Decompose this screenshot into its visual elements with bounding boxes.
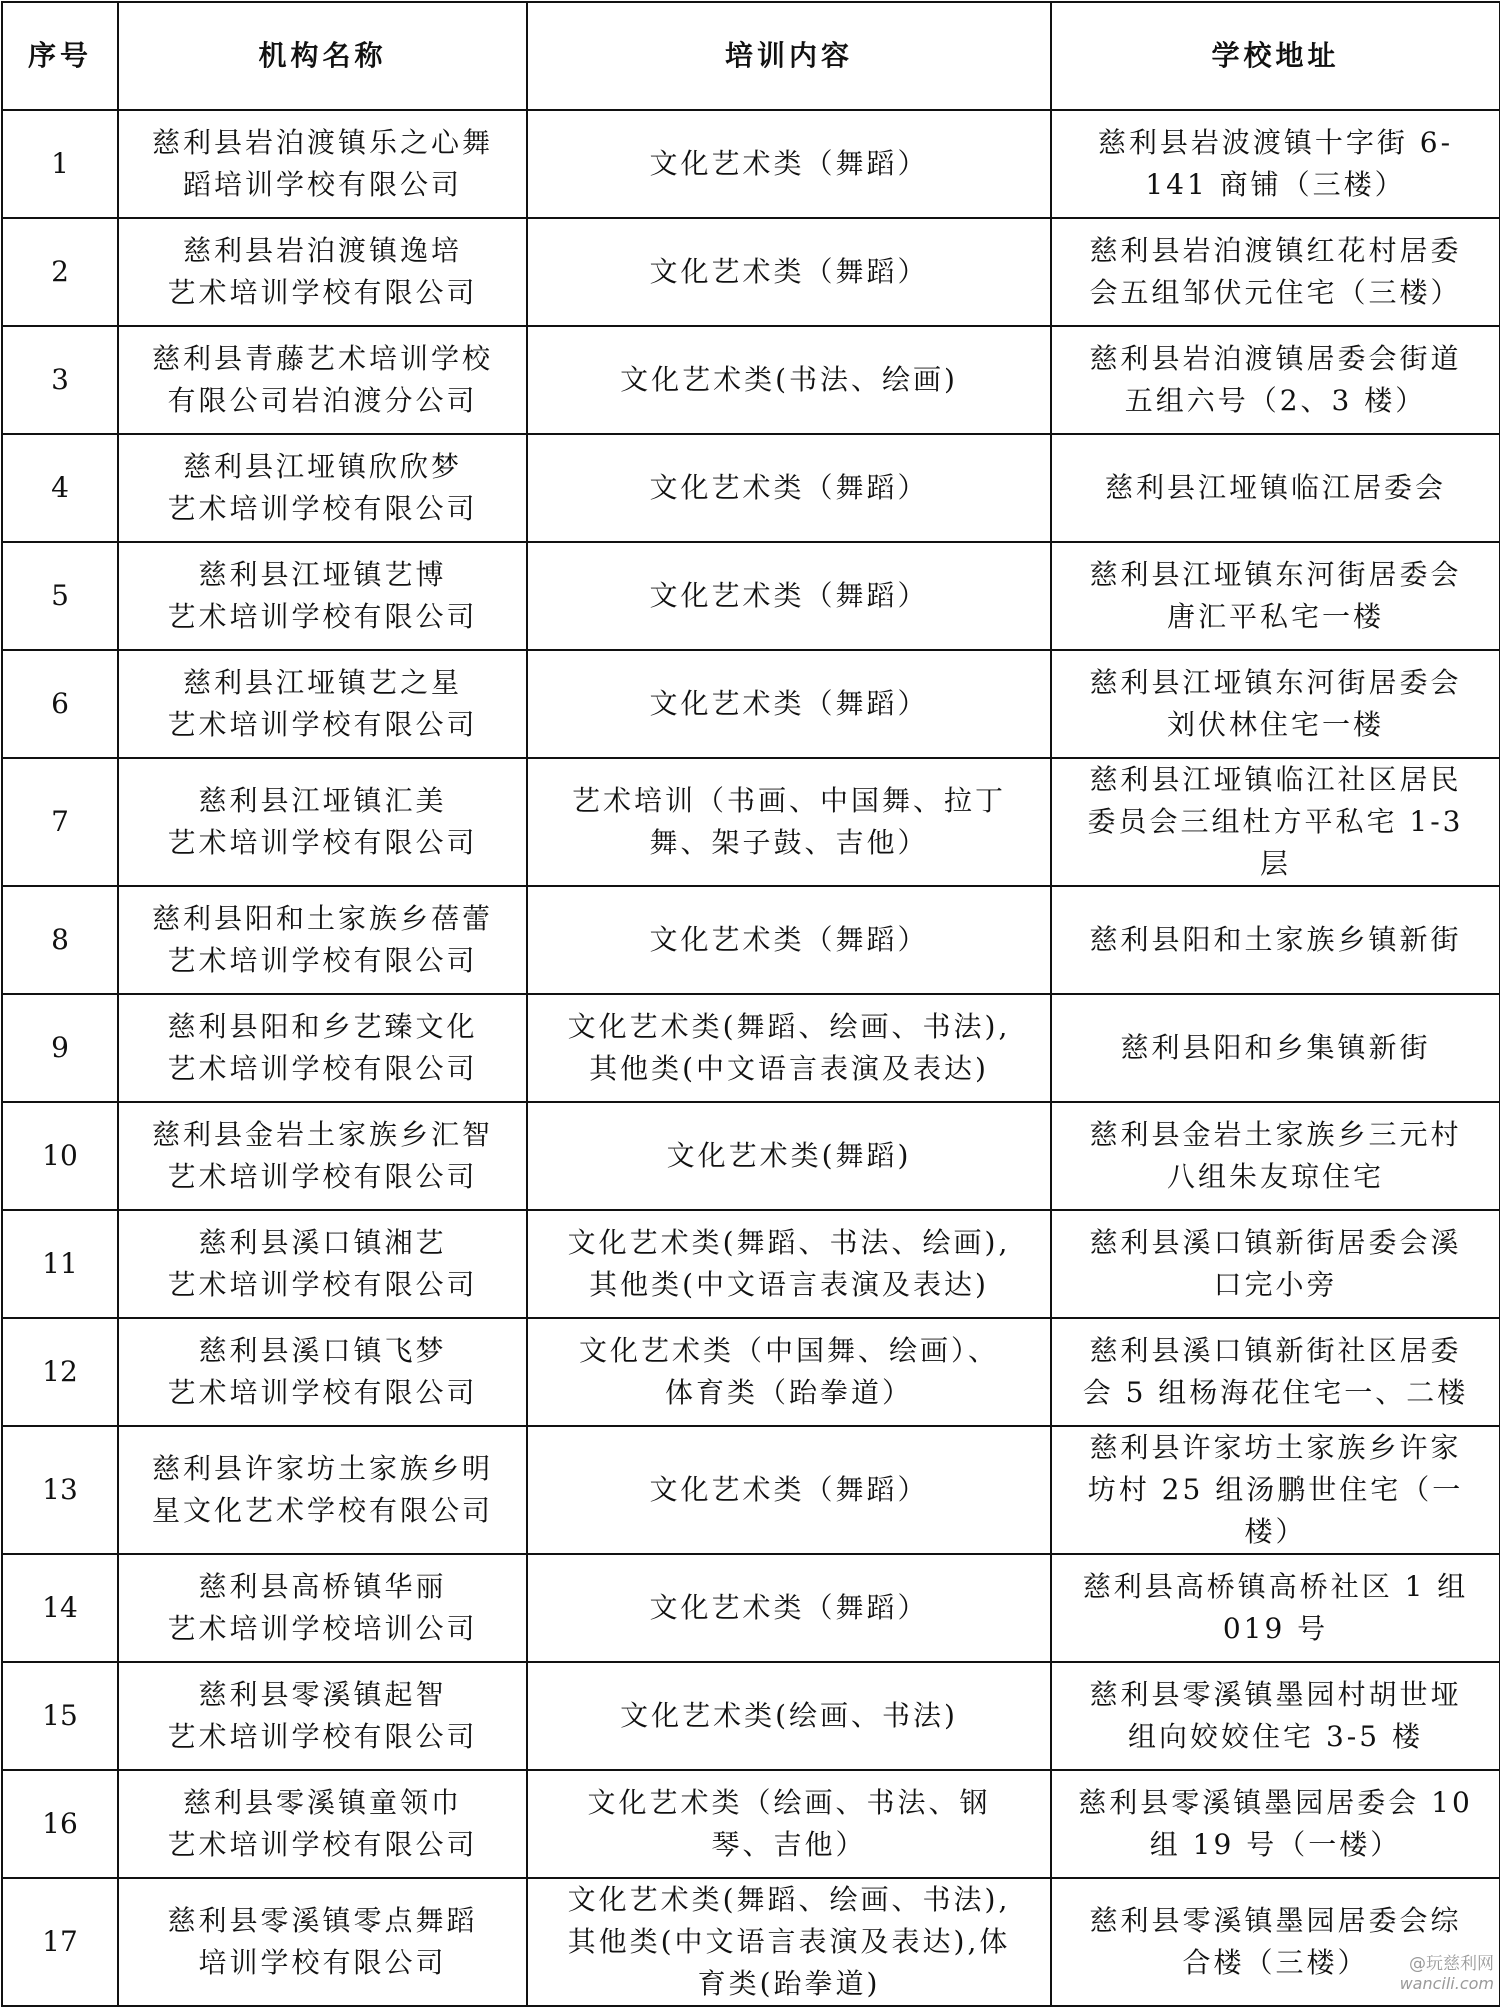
- table-row: [2, 1426, 1500, 1554]
- row-serial-number: [2, 994, 118, 1102]
- row-institution-name-text: 慈利县零溪镇起智 艺术培训学校有限公司: [167, 1678, 478, 1753]
- row-school-address: [1051, 1770, 1500, 1878]
- row-training-content-text: 文化艺术类（舞蹈）: [649, 471, 929, 504]
- row-serial-number: [2, 650, 118, 758]
- row-institution-name: [118, 218, 527, 326]
- row-training-content-text: 文化艺术类（绘画、书法、钢 琴、吉他）: [587, 1786, 991, 1861]
- institution-table: [1, 1, 1500, 2007]
- row-school-address-text: 慈利县江垭镇东河街居委会 唐汇平私宅一楼: [1089, 558, 1462, 633]
- row-serial-number: [2, 1426, 118, 1554]
- row-training-content: [527, 1102, 1051, 1210]
- table-row: [2, 994, 1500, 1102]
- row-school-address: [1051, 1426, 1500, 1554]
- row-training-content: [527, 326, 1051, 434]
- row-school-address-text: 慈利县许家坊土家族乡许家 坊村 25 组汤鹏世住宅（一 楼）: [1087, 1431, 1464, 1548]
- row-training-content-text: 文化艺术类(舞蹈、绘画、书法), 其他类(中文语言表演及表达),体 育类(跆拳道): [567, 1883, 1011, 2000]
- table-body: [2, 110, 1500, 2006]
- row-institution-name: [118, 110, 527, 218]
- row-school-address: [1051, 218, 1500, 326]
- row-training-content: [527, 1426, 1051, 1554]
- row-serial-number-text: 15: [42, 1699, 78, 1732]
- row-serial-number-text: 14: [42, 1591, 78, 1624]
- header-training-content: 培训内容: [527, 2, 1051, 110]
- row-training-content-text: 文化艺术类（舞蹈）: [649, 1473, 929, 1506]
- row-serial-number-text: 1: [51, 147, 69, 180]
- row-school-address-text: 慈利县江垭镇临江居委会: [1104, 471, 1446, 504]
- row-institution-name: [118, 650, 527, 758]
- row-serial-number-text: 17: [42, 1925, 78, 1958]
- row-institution-name: [118, 542, 527, 650]
- row-training-content-text: 文化艺术类(舞蹈、书法、绘画), 其他类(中文语言表演及表达): [567, 1226, 1011, 1301]
- row-training-content-text: 文化艺术类（中国舞、绘画）、 体育类（跆拳道）: [578, 1334, 999, 1409]
- row-school-address-text: 慈利县金岩土家族乡三元村 八组朱友琼住宅: [1089, 1118, 1462, 1193]
- row-serial-number: [2, 1210, 118, 1318]
- row-school-address: [1051, 1210, 1500, 1318]
- table-row: [2, 1554, 1500, 1662]
- row-serial-number: [2, 1662, 118, 1770]
- row-serial-number: [2, 1102, 118, 1210]
- row-school-address-text: 慈利县岩泊渡镇居委会街道 五组六号（2、3 楼）: [1089, 342, 1462, 417]
- row-training-content-text: 文化艺术类(舞蹈): [666, 1139, 912, 1172]
- table-row: [2, 1102, 1500, 1210]
- row-institution-name: [118, 1426, 527, 1554]
- watermark-site-name: @玩慈利网: [1409, 1954, 1494, 1974]
- row-serial-number: [2, 1770, 118, 1878]
- row-training-content-text: 文化艺术类（舞蹈）: [649, 923, 929, 956]
- table-row: [2, 326, 1500, 434]
- row-institution-name: [118, 758, 527, 886]
- row-serial-number-text: 10: [42, 1139, 78, 1172]
- row-serial-number-text: 12: [42, 1355, 78, 1388]
- table-row: [2, 434, 1500, 542]
- row-school-address: [1051, 434, 1500, 542]
- row-serial-number-text: 5: [51, 579, 69, 612]
- row-serial-number: [2, 1554, 118, 1662]
- row-training-content-text: 文化艺术类(舞蹈、绘画、书法), 其他类(中文语言表演及表达): [567, 1010, 1011, 1085]
- row-school-address-text: 慈利县零溪镇墨园居委会综 合楼（三楼）: [1089, 1904, 1462, 1979]
- row-training-content-text: 艺术培训（书画、中国舞、拉丁 舞、架子鼓、吉他）: [571, 784, 1006, 859]
- row-school-address-text: 慈利县溪口镇新街居委会溪 口完小旁: [1089, 1226, 1462, 1301]
- row-training-content: [527, 1210, 1051, 1318]
- row-institution-name-text: 慈利县金岩土家族乡汇智 艺术培训学校有限公司: [151, 1118, 493, 1193]
- row-school-address: [1051, 110, 1500, 218]
- row-serial-number-text: 16: [42, 1807, 78, 1840]
- row-serial-number-text: 4: [51, 471, 69, 504]
- row-serial-number: [2, 1318, 118, 1426]
- row-institution-name-text: 慈利县高桥镇华丽 艺术培训学校培训公司: [167, 1570, 478, 1645]
- row-training-content: [527, 1878, 1051, 2006]
- row-school-address: [1051, 542, 1500, 650]
- row-institution-name-text: 慈利县江垭镇艺博 艺术培训学校有限公司: [167, 558, 478, 633]
- row-serial-number: [2, 758, 118, 886]
- row-institution-name: [118, 434, 527, 542]
- table-row: [2, 1318, 1500, 1426]
- row-institution-name-text: 慈利县青藤艺术培训学校 有限公司岩泊渡分公司: [151, 342, 493, 417]
- row-serial-number-text: 3: [51, 363, 69, 396]
- row-institution-name-text: 慈利县岩泊渡镇乐之心舞 蹈培训学校有限公司: [151, 126, 493, 201]
- row-training-content: [527, 886, 1051, 994]
- row-institution-name-text: 慈利县阳和土家族乡蓓蕾 艺术培训学校有限公司: [151, 902, 493, 977]
- row-training-content: [527, 218, 1051, 326]
- row-serial-number: [2, 542, 118, 650]
- row-school-address: [1051, 1662, 1500, 1770]
- row-institution-name: [118, 1102, 527, 1210]
- row-serial-number: [2, 886, 118, 994]
- row-institution-name-text: 慈利县零溪镇童领巾 艺术培训学校有限公司: [167, 1786, 478, 1861]
- row-school-address: [1051, 886, 1500, 994]
- row-school-address-text: 慈利县零溪镇墨园居委会 10 组 19 号（一楼）: [1078, 1786, 1473, 1861]
- table-row: [2, 1210, 1500, 1318]
- row-school-address-text: 慈利县江垭镇东河街居委会 刘伏林住宅一楼: [1089, 666, 1462, 741]
- row-school-address-text: 慈利县阳和乡集镇新街: [1120, 1031, 1431, 1064]
- row-school-address-text: 慈利县高桥镇高桥社区 1 组 019 号: [1082, 1570, 1469, 1645]
- table-row: [2, 886, 1500, 994]
- row-school-address: [1051, 1554, 1500, 1662]
- row-school-address-text: 慈利县岩泊渡镇红花村居委 会五组邹伏元住宅（三楼）: [1089, 234, 1462, 309]
- row-institution-name: [118, 886, 527, 994]
- row-institution-name: [118, 994, 527, 1102]
- row-institution-name: [118, 326, 527, 434]
- header-institution-name: 机构名称: [118, 2, 527, 110]
- row-training-content: [527, 1662, 1051, 1770]
- row-serial-number-text: 13: [42, 1473, 78, 1506]
- row-training-content-text: 文化艺术类(绘画、书法): [620, 1699, 958, 1732]
- row-serial-number-text: 2: [51, 255, 69, 288]
- row-serial-number-text: 9: [51, 1031, 69, 1064]
- row-training-content: [527, 110, 1051, 218]
- row-institution-name: [118, 1878, 527, 2006]
- row-serial-number: [2, 326, 118, 434]
- row-serial-number-text: 8: [51, 923, 69, 956]
- row-institution-name-text: 慈利县许家坊土家族乡明 星文化艺术学校有限公司: [151, 1452, 493, 1527]
- row-school-address: [1051, 1102, 1500, 1210]
- row-serial-number-text: 7: [51, 805, 69, 838]
- table-row: [2, 1770, 1500, 1878]
- row-serial-number: [2, 1878, 118, 2006]
- table-header-row: [2, 2, 1500, 110]
- row-training-content: [527, 1554, 1051, 1662]
- row-institution-name-text: 慈利县江垭镇艺之星 艺术培训学校有限公司: [167, 666, 478, 741]
- row-training-content: [527, 650, 1051, 758]
- row-institution-name-text: 慈利县江垭镇汇美 艺术培训学校有限公司: [167, 784, 478, 859]
- row-institution-name: [118, 1662, 527, 1770]
- row-training-content: [527, 542, 1051, 650]
- row-training-content-text: 文化艺术类（舞蹈）: [649, 255, 929, 288]
- row-training-content-text: 文化艺术类（舞蹈）: [649, 579, 929, 612]
- row-institution-name: [118, 1770, 527, 1878]
- watermark-domain: wancili.com: [1399, 1974, 1494, 1993]
- row-institution-name-text: 慈利县零溪镇零点舞蹈 培训学校有限公司: [167, 1904, 478, 1979]
- row-training-content-text: 文化艺术类（舞蹈）: [649, 147, 929, 180]
- row-training-content-text: 文化艺术类（舞蹈）: [649, 1591, 929, 1624]
- row-school-address-text: 慈利县溪口镇新街社区居委 会 5 组杨海花住宅一、二楼: [1082, 1334, 1469, 1409]
- row-training-content: [527, 1770, 1051, 1878]
- row-institution-name-text: 慈利县江垭镇欣欣梦 艺术培训学校有限公司: [167, 450, 478, 525]
- row-serial-number: [2, 218, 118, 326]
- row-school-address: [1051, 1318, 1500, 1426]
- row-serial-number-text: 11: [42, 1247, 78, 1280]
- table-row: [2, 1878, 1500, 2006]
- watermark: [1400, 1954, 1494, 1994]
- row-school-address-text: 慈利县岩波渡镇十字街 6- 141 商铺（三楼）: [1097, 126, 1454, 201]
- row-school-address: [1051, 650, 1500, 758]
- row-school-address-text: 慈利县零溪镇墨园村胡世垭 组向姣姣住宅 3-5 楼: [1089, 1678, 1462, 1753]
- row-institution-name-text: 慈利县阳和乡艺臻文化 艺术培训学校有限公司: [167, 1010, 478, 1085]
- row-training-content-text: 文化艺术类（舞蹈）: [649, 687, 929, 720]
- row-institution-name: [118, 1210, 527, 1318]
- row-institution-name-text: 慈利县溪口镇飞梦 艺术培训学校有限公司: [167, 1334, 478, 1409]
- table-row: [2, 650, 1500, 758]
- row-institution-name-text: 慈利县岩泊渡镇逸培 艺术培训学校有限公司: [167, 234, 478, 309]
- table-row: [2, 1662, 1500, 1770]
- row-serial-number: [2, 110, 118, 218]
- row-serial-number-text: 6: [51, 687, 69, 720]
- row-institution-name-text: 慈利县溪口镇湘艺 艺术培训学校有限公司: [167, 1226, 478, 1301]
- row-training-content: [527, 994, 1051, 1102]
- table-row: [2, 110, 1500, 218]
- row-institution-name: [118, 1318, 527, 1426]
- row-training-content-text: 文化艺术类(书法、绘画): [620, 363, 958, 396]
- table-row: [2, 218, 1500, 326]
- row-school-address-text: 慈利县阳和土家族乡镇新街: [1089, 923, 1462, 956]
- row-training-content: [527, 758, 1051, 886]
- row-serial-number: [2, 434, 118, 542]
- row-training-content: [527, 1318, 1051, 1426]
- row-school-address-text: 慈利县江垭镇临江社区居民 委员会三组杜方平私宅 1-3 层: [1087, 763, 1464, 880]
- header-serial-number: 序号: [2, 2, 118, 110]
- row-school-address: [1051, 326, 1500, 434]
- row-school-address: [1051, 994, 1500, 1102]
- row-school-address: [1051, 758, 1500, 886]
- row-training-content: [527, 434, 1051, 542]
- header-school-address: 学校地址: [1051, 2, 1500, 110]
- table-row: [2, 758, 1500, 886]
- table-row: [2, 542, 1500, 650]
- row-institution-name: [118, 1554, 527, 1662]
